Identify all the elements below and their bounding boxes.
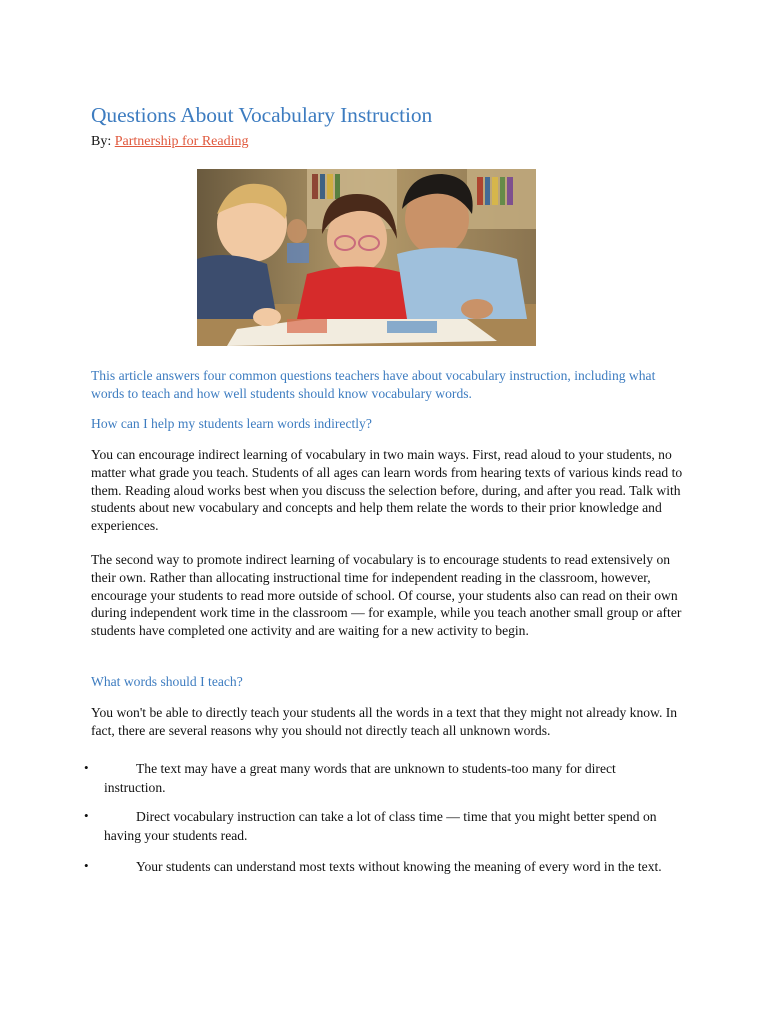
body-paragraph: You won't be able to directly teach your students all the words in a text that they might not already know. In fact, there are several reasons why you should not directly teach all unknown words. — [91, 705, 678, 738]
photo-illustration — [197, 169, 536, 346]
article-title: Questions About Vocabulary Instruction — [91, 103, 433, 127]
bullet-dot: • — [84, 808, 89, 823]
body-paragraph: You can encourage indirect learning of vocabulary in two main ways. First, read aloud to your students, no matter what grade you teach. Students of all ages can learn words from hearing texts of various kinds read to them. Reading aloud works best when you discuss the selection before, during, and after you read. Talk with students about new vocabulary and concepts and help them relate the words to their prior knowledge and experiences. — [91, 447, 683, 534]
body-paragraph: The second way to promote indirect learning of vocabulary is to encourage students to read extensively on their own. Rather than allocating instructional time for independent reading in the classroom, however, encourage your students to read more outside of school. Of course, your students also can read on their own during independent work time in the classroom — for example, while you teach another small group or after students have completed one activity and are waiting for a new activity to begin. — [91, 552, 682, 639]
list-item: Direct vocabulary instruction can take a lot of class time — time that you might better spend on having your students read. — [104, 809, 657, 843]
section-heading-indirect: How can I help my students learn words indirectly? — [91, 416, 372, 431]
bullet-dot: • — [84, 858, 89, 873]
author-link[interactable]: Partnership for Reading — [114, 134, 249, 149]
bullet-dot: • — [84, 760, 89, 775]
byline-prefix: By: — [91, 134, 115, 149]
byline — [91, 134, 248, 150]
list-item: Your students can understand most texts without knowing the meaning of every word in the text. — [136, 859, 662, 874]
section-heading-what-words: What words should I teach? — [91, 674, 243, 689]
children-reading-photo — [197, 169, 536, 346]
intro-paragraph: This article answers four common questions teachers have about vocabulary instruction, including what words to teach and how well students should know vocabulary words. — [91, 368, 656, 401]
list-item: The text may have a great many words that are unknown to students-too many for direct instruction. — [104, 761, 616, 795]
